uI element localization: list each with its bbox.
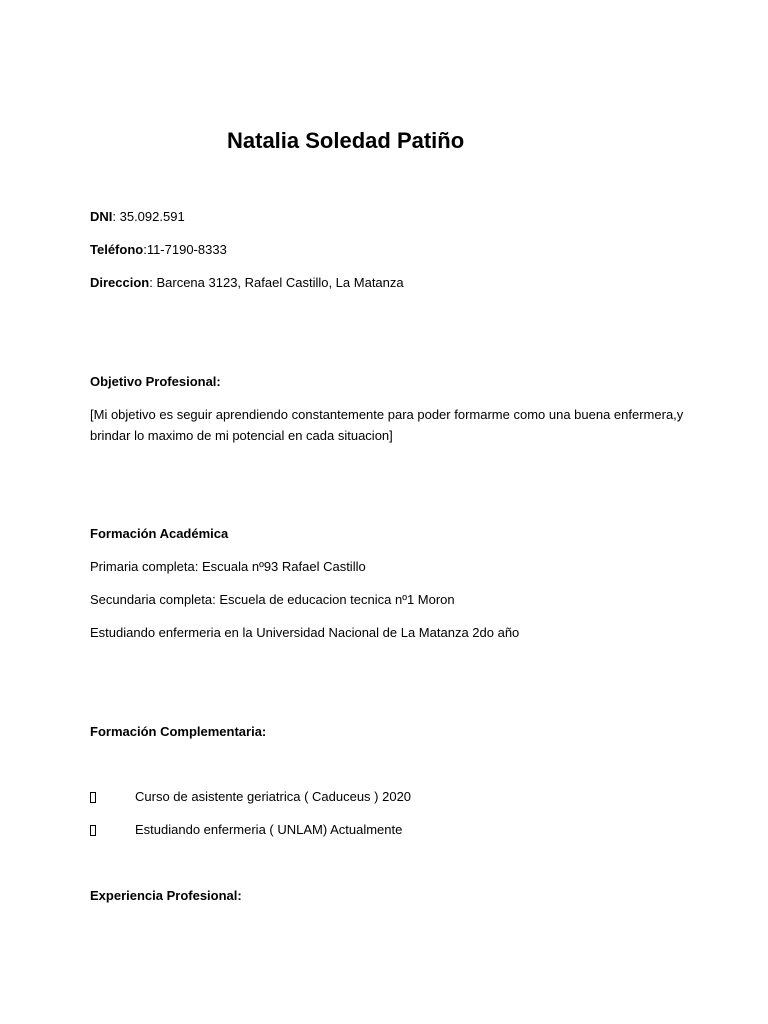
dni-line	[90, 206, 185, 227]
complementary-heading: Formación Complementaria:	[90, 724, 267, 739]
education-item: Primaria completa: Escuala nº93 Rafael Castillo	[90, 559, 366, 574]
complementary-item-text: Curso de asistente geriatrica ( Caduceus ) 2020	[135, 789, 412, 804]
objective-heading: Objetivo Profesional:	[90, 374, 221, 389]
education-item: Secundaria completa: Escuela de educacion tecnica nº1 Moron	[90, 592, 455, 607]
complementary-item-text: Estudiando enfermeria ( UNLAM) Actualmente	[135, 822, 403, 837]
phone-label: Teléfono	[90, 242, 144, 257]
page-title: Natalia Soledad Patiño	[227, 128, 465, 153]
experience-heading: Experiencia Profesional:	[90, 888, 242, 903]
dni-label: DNI	[90, 209, 113, 224]
address-value: : Barcena 3123, Rafael Castillo, La Matanza	[149, 275, 404, 290]
address-line	[90, 272, 404, 293]
phone-line	[90, 239, 227, 260]
objective-text-line-2: brindar lo maximo de mi potencial en cada situacion]	[90, 428, 393, 443]
education-item: Estudiando enfermeria en la Universidad Nacional de La Matanza 2do año	[90, 625, 520, 640]
education-heading: Formación Académica	[90, 526, 229, 541]
bullet-icon	[90, 792, 96, 803]
phone-value: :11-7190-8333	[143, 242, 227, 257]
address-label: Direccion	[90, 275, 150, 290]
objective-text-line-1: [Mi objetivo es seguir aprendiendo constantemente para poder formarme como una buena enfermera,y	[90, 407, 684, 422]
bullet-icon	[90, 825, 96, 836]
dni-value: : 35.092.591	[112, 209, 185, 224]
